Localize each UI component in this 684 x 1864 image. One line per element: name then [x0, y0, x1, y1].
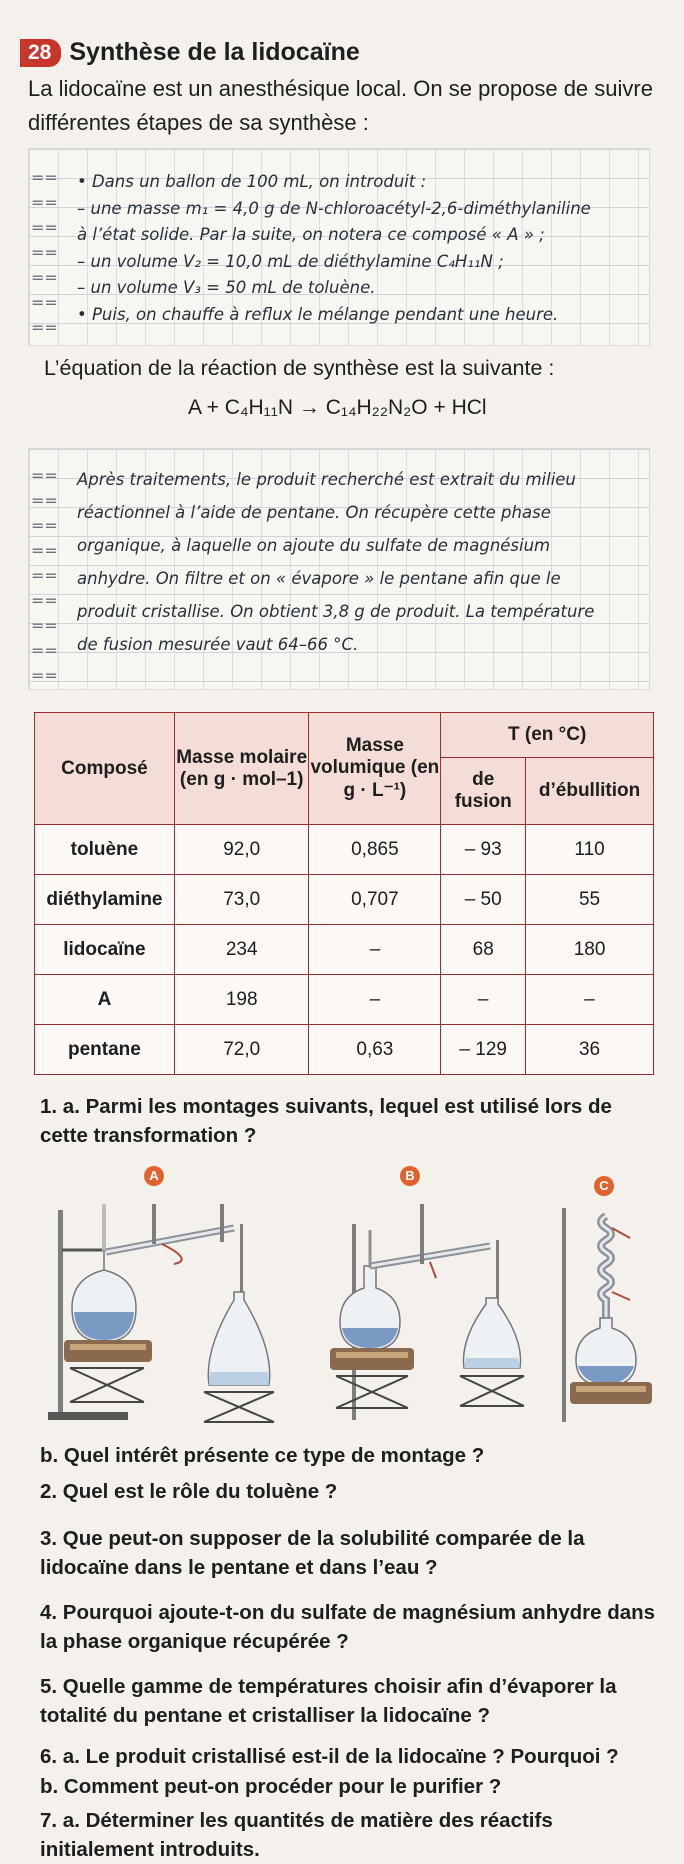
- protocol-line: • Dans un ballon de 100 mL, on introduit :: [77, 172, 427, 191]
- data-table: [34, 712, 654, 1075]
- question-1a: 1. a. Parmi les montages suivants, lequel est utilisé lors de cette transformation ?: [40, 1095, 612, 1147]
- question-4: 4. Pourquoi ajoute-t-on du sulfate de magnésium anhydre dans la phase organique récupérée ?: [40, 1601, 656, 1653]
- cell-boiling: –: [526, 975, 654, 1025]
- apparatus-c-reflux: [556, 1200, 666, 1430]
- cell-compound: pentane: [35, 1025, 175, 1075]
- notebook-protocol: [28, 148, 650, 346]
- table-row: [35, 925, 654, 975]
- cell-fusion: – 50: [441, 875, 526, 925]
- apparatus-label-c: C: [594, 1176, 614, 1196]
- question-5: 5. Quelle gamme de températures choisir afin d’évaporer la totalité du pentane et cristalliser la lidocaïne ?: [40, 1675, 617, 1727]
- cell-boiling: 36: [526, 1025, 654, 1075]
- table-row: [35, 1025, 654, 1075]
- protocol-line: – un volume V₃ = 50 mL de toluène.: [77, 278, 376, 297]
- question-1b: b. Quel intérêt présente ce type de montage ?: [40, 1444, 485, 1467]
- question-6b: b. Comment peut-on procéder pour le purifier ?: [40, 1775, 502, 1798]
- table-row: [35, 975, 654, 1025]
- cell-compound: diéthylamine: [35, 875, 175, 925]
- treatment-line: réactionnel à l’aide de pentane. On récupère cette phase: [77, 503, 551, 522]
- cell-molar: 234: [174, 925, 309, 975]
- exercise-number: 28: [20, 39, 61, 67]
- exercise-title: Synthèse de la lidocaïne: [69, 38, 360, 66]
- treatment-text: [77, 463, 641, 661]
- cell-compound: lidocaïne: [35, 925, 175, 975]
- cell-density: 0,63: [309, 1025, 441, 1075]
- cell-density: 0,707: [309, 875, 441, 925]
- equation-label: L’équation de la réaction de synthèse est la suivante :: [44, 356, 555, 380]
- cell-molar: 92,0: [174, 825, 309, 875]
- cell-boiling: 110: [526, 825, 654, 875]
- header-temperature: T (en °C): [441, 713, 654, 758]
- treatment-line: organique, à laquelle on ajoute du sulfate de magnésium: [77, 536, 551, 555]
- notebook-spiral: == == == == == == ==: [31, 168, 58, 337]
- protocol-line: • Puis, on chauffe à reflux le mélange pendant une heure.: [77, 304, 559, 324]
- cell-fusion: –: [441, 975, 526, 1025]
- treatment-line: produit cristallise. On obtient 3,8 g de produit. La température: [77, 602, 595, 621]
- notebook-spiral: == == == == == == == == ==: [31, 466, 58, 685]
- question-3: 3. Que peut-on supposer de la solubilité comparée de la lidocaïne dans le pentane et dans l’eau ?: [40, 1527, 585, 1579]
- question-6a: 6. a. Le produit cristallisé est-il de la lidocaïne ? Pourquoi ?: [40, 1745, 619, 1768]
- header-boiling: d’ébullition: [526, 758, 654, 825]
- exercise-header: [20, 38, 360, 67]
- cell-compound: toluène: [35, 825, 175, 875]
- apparatus-a-distillation: [44, 1200, 284, 1430]
- cell-fusion: 68: [441, 925, 526, 975]
- cell-density: –: [309, 925, 441, 975]
- protocol-text: [77, 169, 641, 328]
- apparatus-label-a: A: [144, 1166, 164, 1186]
- header-density: Masse volumique (en g · L⁻¹): [309, 713, 441, 825]
- treatment-line: anhydre. On filtre et on « évapore » le pentane afin que le: [77, 569, 561, 588]
- protocol-line: – une masse m₁ = 4,0 g de N-chloroacétyl-2,6-diméthylaniline: [77, 198, 591, 218]
- apparatus-label-b: B: [400, 1166, 420, 1186]
- question-7a: 7. a. Déterminer les quantités de matière des réactifs initialement introduits.: [40, 1809, 553, 1861]
- protocol-line: – un volume V₂ = 10,0 mL de diéthylamine C₄H₁₁N ;: [77, 251, 504, 271]
- reaction-equation: A + C₄H₁₁N → C₁₄H₂₂N₂O + HCl: [188, 396, 487, 419]
- header-molar-mass: Masse molaire (en g · mol–1): [174, 713, 309, 825]
- treatment-line: Après traitements, le produit recherché est extrait du milieu: [77, 470, 576, 489]
- cell-molar: 198: [174, 975, 309, 1025]
- cell-molar: 73,0: [174, 875, 309, 925]
- cell-boiling: 180: [526, 925, 654, 975]
- table-row: [35, 875, 654, 925]
- cell-fusion: – 129: [441, 1025, 526, 1075]
- header-fusion: de fusion: [441, 758, 526, 825]
- treatment-line: de fusion mesurée vaut 64–66 °C.: [77, 635, 359, 654]
- cell-boiling: 55: [526, 875, 654, 925]
- cell-compound: A: [35, 975, 175, 1025]
- table-row: [35, 825, 654, 875]
- cell-density: –: [309, 975, 441, 1025]
- cell-density: 0,865: [309, 825, 441, 875]
- notebook-treatment: [28, 448, 650, 690]
- protocol-line: à l’état solide. Par la suite, on notera ce composé « A » ;: [77, 225, 545, 244]
- intro-text: La lidocaïne est un anesthésique local. On se propose de suivre différentes étapes de sa synthèse :: [28, 76, 653, 135]
- apparatus-b-distillation: [330, 1200, 530, 1430]
- cell-molar: 72,0: [174, 1025, 309, 1075]
- question-2: 2. Quel est le rôle du toluène ?: [40, 1480, 338, 1503]
- cell-fusion: – 93: [441, 825, 526, 875]
- header-compound: Composé: [35, 713, 175, 825]
